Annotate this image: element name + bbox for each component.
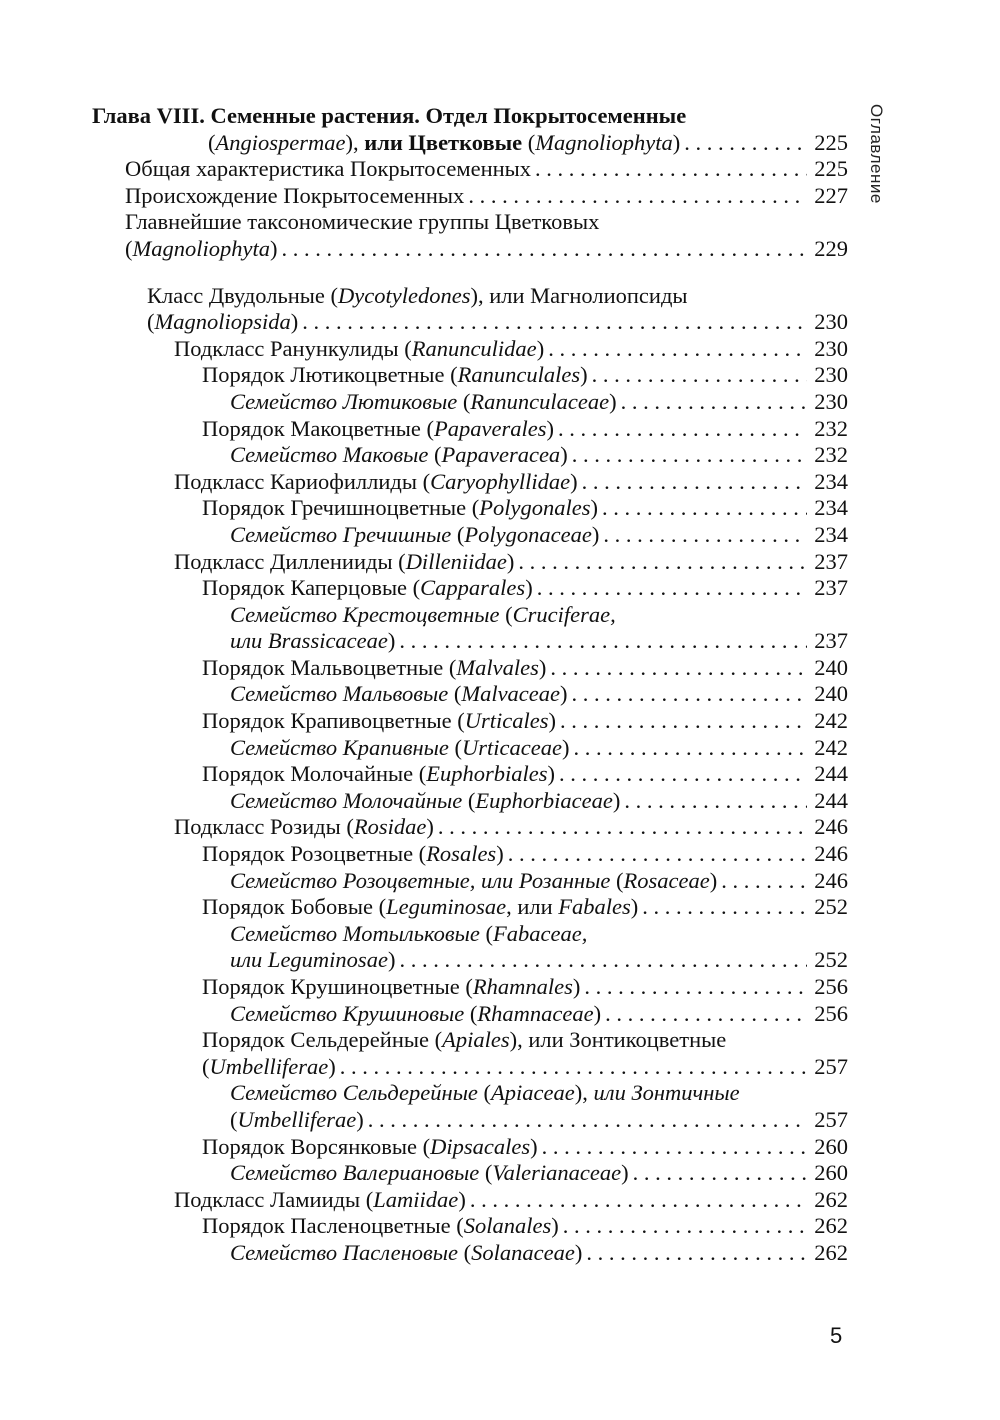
toc-entry-order[interactable] — [92, 362, 848, 389]
toc-entry-family[interactable] — [92, 868, 848, 895]
toc-page-number: 252 — [814, 894, 848, 920]
toc-entry-title: Подкласс Дилленииды (Dilleniidae) — [174, 548, 515, 574]
toc-entry-title: Семейство Маковые (Papaveracea) — [230, 442, 568, 468]
toc-page-number: 240 — [814, 681, 848, 707]
toc-entry-order[interactable] — [92, 1213, 848, 1240]
toc-page-number: 227 — [814, 182, 848, 208]
toc-page-number: 260 — [814, 1160, 848, 1186]
toc-page-number: 242 — [814, 734, 848, 760]
toc-entry-chapter-8-cont[interactable] — [92, 130, 848, 157]
toc-leader-dots — [572, 681, 807, 708]
toc-leader-dots — [559, 761, 807, 788]
page-number: 5 — [830, 1323, 843, 1348]
toc-page-number: 244 — [814, 787, 848, 813]
toc-leader-dots — [537, 575, 807, 602]
toc-page-number: 232 — [814, 442, 848, 468]
toc-entry-title: Порядок Пасленоцветные (Solanales) — [202, 1213, 559, 1239]
toc-page-number: 229 — [814, 235, 848, 261]
toc-page-number: 225 — [814, 156, 848, 182]
toc-entry-title: (Umbelliferae) — [202, 1053, 336, 1079]
toc-entry-title: Семейство Мальвовые (Malvaceae) — [230, 681, 568, 707]
toc-leader-dots — [582, 469, 807, 496]
toc-entry-taxonomic-groups-cont[interactable] — [92, 236, 848, 263]
toc-entry-family[interactable] — [92, 442, 848, 469]
toc-leader-dots — [605, 1001, 807, 1028]
toc-entry-family[interactable] — [92, 681, 848, 708]
toc-entry-order[interactable] — [92, 655, 848, 682]
toc-entry-title: (Magnoliophyta) — [125, 235, 278, 261]
toc-page-number: 234 — [814, 468, 848, 494]
toc-leader-dots — [281, 236, 807, 263]
toc-page-number: 246 — [814, 814, 848, 840]
table-of-contents — [92, 103, 848, 1267]
toc-leader-dots — [603, 522, 807, 549]
toc-leader-dots — [624, 788, 807, 815]
toc-entry-title: Порядок Каперцовые (Capparales) — [202, 575, 533, 601]
toc-leader-dots — [508, 841, 807, 868]
toc-entry-title: Семейство Розоцветные, или Розанные (Rosaceae) — [230, 867, 718, 893]
toc-entry-title: Подкласс Кариофиллиды (Caryophyllidae) — [174, 468, 578, 494]
toc-entry-title: или Brassicaceae) — [230, 628, 396, 654]
toc-entry-title: Порядок Макоцветные (Papaverales) — [202, 415, 554, 441]
toc-entry-order[interactable] — [92, 416, 848, 443]
toc-entry-title: Порядок Крушиноцветные (Rhamnales) — [202, 974, 581, 999]
toc-leader-dots — [584, 974, 807, 1001]
toc-page-number: 240 — [814, 654, 848, 680]
toc-entry-title: Порядок Мальвоцветные (Malvales) — [202, 654, 547, 680]
toc-leader-dots — [586, 1240, 807, 1267]
toc-entry-family[interactable] — [92, 389, 848, 416]
toc-entry-order[interactable] — [92, 1134, 848, 1161]
toc-page-number: 242 — [814, 708, 848, 734]
toc-entry-order-cont[interactable] — [92, 1054, 848, 1081]
toc-leader-dots — [572, 442, 807, 469]
toc-entry-order[interactable] — [92, 1027, 848, 1054]
toc-entry-chapter-8[interactable] — [92, 103, 848, 130]
toc-page-number: 230 — [814, 362, 848, 388]
toc-page-number: 252 — [814, 947, 848, 973]
toc-entry-subclass[interactable] — [92, 1187, 848, 1214]
toc-entry-family-cont[interactable] — [92, 628, 848, 655]
toc-entry-order[interactable] — [92, 761, 848, 788]
toc-entry-order[interactable] — [92, 708, 848, 735]
toc-entry-family[interactable] — [92, 1080, 848, 1107]
toc-entry-family[interactable] — [92, 788, 848, 815]
toc-entry-family[interactable] — [92, 1240, 848, 1267]
toc-leader-dots — [642, 894, 807, 921]
toc-entry-title: Порядок Лютикоцветные (Ranunculales) — [202, 362, 588, 388]
toc-page-number: 260 — [814, 1133, 848, 1159]
toc-entry-title: Семейство Сельдерейные (Apiaceae), или Зонтичные — [230, 1080, 740, 1106]
toc-page-number: 262 — [814, 1186, 848, 1212]
toc-entry-title: Подкласс Розиды (Rosidae) — [174, 814, 434, 840]
toc-entry-title: (Angiospermae), или Цветковые (Magnoliophyta) — [208, 129, 681, 155]
toc-entry-title: Семейство Пасленовые (Solanaceae) — [230, 1239, 583, 1265]
toc-page-number: 256 — [814, 1000, 848, 1026]
toc-entry-origin[interactable] — [92, 183, 848, 210]
toc-entry-family[interactable] — [92, 1160, 848, 1187]
toc-leader-dots — [542, 1134, 807, 1161]
toc-entry-taxonomic-groups[interactable] — [92, 209, 848, 236]
toc-entry-title: Порядок Гречишноцветные (Polygonales) — [202, 495, 598, 521]
toc-page-number: 230 — [814, 335, 848, 361]
toc-leader-dots — [684, 130, 807, 157]
toc-entry-title: Глава VIII. Семенные растения. Отдел Покрытосеменные — [92, 103, 687, 128]
toc-entry-order[interactable] — [92, 974, 848, 1001]
toc-leader-dots — [550, 655, 807, 682]
toc-page-number: 257 — [814, 1053, 848, 1079]
toc-leader-dots — [470, 1187, 807, 1214]
toc-page-number: 230 — [814, 388, 848, 414]
toc-page-number: 262 — [814, 1239, 848, 1265]
section-side-label: Оглавление — [867, 104, 886, 204]
toc-entry-title: Общая характеристика Покрытосеменных — [125, 156, 532, 182]
toc-leader-dots — [399, 628, 807, 655]
toc-entry-family[interactable] — [92, 602, 848, 629]
toc-page-number: 230 — [814, 309, 848, 335]
toc-entry-title: Класс Двудольные (Dycotyledones), или Магнолиопсиды — [147, 282, 688, 308]
toc-entry-title: Подкласс Ламииды (Lamiidae) — [174, 1186, 466, 1212]
toc-entry-order[interactable] — [92, 495, 848, 522]
toc-entry-title: Порядок Молочайные (Euphorbiales) — [202, 761, 556, 787]
toc-entry-order[interactable] — [92, 841, 848, 868]
toc-entry-family-cont[interactable] — [92, 1107, 848, 1134]
toc-leader-dots — [560, 708, 807, 735]
toc-leader-dots — [340, 1054, 807, 1081]
toc-entry-title: Порядок Сельдерейные (Apiales), или Зонтикоцветные — [202, 1027, 727, 1053]
toc-entry-title: Семейство Крестоцветные (Cruciferae, — [230, 601, 616, 627]
toc-entry-subclass[interactable] — [92, 336, 848, 363]
toc-entry-title: Семейство Крапивные (Urticaceae) — [230, 734, 570, 760]
toc-entry-class-dicots-cont[interactable] — [92, 309, 848, 336]
toc-entry-title: Семейство Гречишные (Polygonaceae) — [230, 521, 600, 547]
toc-entry-family[interactable] — [92, 1001, 848, 1028]
toc-entry-family[interactable] — [92, 921, 848, 948]
toc-page-number: 246 — [814, 841, 848, 867]
toc-leader-dots — [518, 549, 807, 576]
toc-entry-title: Порядок Ворсянковые (Dipsacales) — [202, 1133, 538, 1159]
toc-entry-title: Происхождение Покрытосеменных — [125, 182, 465, 208]
toc-entry-family[interactable] — [92, 735, 848, 762]
toc-entry-title: Порядок Крапивоцветные (Urticales) — [202, 708, 556, 734]
toc-leader-dots — [438, 814, 807, 841]
toc-leader-dots — [535, 156, 807, 183]
toc-entry-family-cont[interactable] — [92, 947, 848, 974]
toc-entry-title: Подкласс Ранункулиды (Ranunculidae) — [174, 335, 545, 361]
toc-entry-subclass[interactable] — [92, 469, 848, 496]
toc-leader-dots — [721, 868, 807, 895]
toc-leader-dots — [558, 416, 807, 443]
toc-page-number: 234 — [814, 521, 848, 547]
toc-page-number: 234 — [814, 495, 848, 521]
toc-page-number: 225 — [814, 129, 848, 155]
toc-entry-subclass[interactable] — [92, 814, 848, 841]
toc-page-number: 237 — [814, 548, 848, 574]
toc-entry-general[interactable] — [92, 156, 848, 183]
toc-entry-order[interactable] — [92, 575, 848, 602]
toc-page-number: 256 — [814, 974, 848, 999]
toc-leader-dots — [563, 1213, 807, 1240]
toc-entry-class-dicots[interactable] — [92, 283, 848, 310]
toc-leader-dots — [468, 183, 807, 210]
toc-leader-dots — [573, 735, 807, 762]
toc-page-number: 244 — [814, 761, 848, 787]
toc-page-number: 237 — [814, 628, 848, 654]
toc-leader-dots — [302, 309, 807, 336]
toc-entry-family[interactable] — [92, 522, 848, 549]
toc-leader-dots — [548, 336, 807, 363]
toc-entry-title: Семейство Мотыльковые (Fabaceae, — [230, 920, 588, 946]
toc-entry-title: Семейство Лютиковые (Ranunculaceae) — [230, 388, 617, 414]
toc-page-number: 257 — [814, 1106, 848, 1132]
toc-page-number: 232 — [814, 415, 848, 441]
toc-entry-title: Семейство Молочайные (Euphorbiaceae) — [230, 787, 621, 813]
toc-entry-title: или Leguminosae) — [230, 947, 396, 973]
toc-entry-order[interactable] — [92, 894, 848, 921]
toc-entry-title: (Umbelliferae) — [230, 1106, 364, 1132]
toc-entry-title: Семейство Крушиновые (Rhamnaceae) — [230, 1000, 602, 1026]
toc-entry-title: Главнейшие таксономические группы Цветковых — [125, 209, 600, 235]
toc-entry-subclass[interactable] — [92, 549, 848, 576]
toc-entry-title: Порядок Розоцветные (Rosales) — [202, 841, 504, 867]
toc-page-number: 262 — [814, 1213, 848, 1239]
toc-entry-title: (Magnoliopsida) — [147, 309, 299, 335]
toc-leader-dots — [592, 362, 807, 389]
toc-leader-dots — [399, 947, 807, 974]
toc-leader-dots — [621, 389, 807, 416]
toc-leader-dots — [368, 1107, 807, 1134]
toc-page-number: 237 — [814, 575, 848, 601]
toc-leader-dots — [602, 495, 807, 522]
toc-entry-title: Порядок Бобовые (Leguminosae, или Fabales) — [202, 894, 639, 920]
toc-page-number: 246 — [814, 867, 848, 893]
toc-entry-title: Семейство Валериановые (Valerianaceae) — [230, 1160, 629, 1186]
toc-leader-dots — [633, 1160, 807, 1187]
